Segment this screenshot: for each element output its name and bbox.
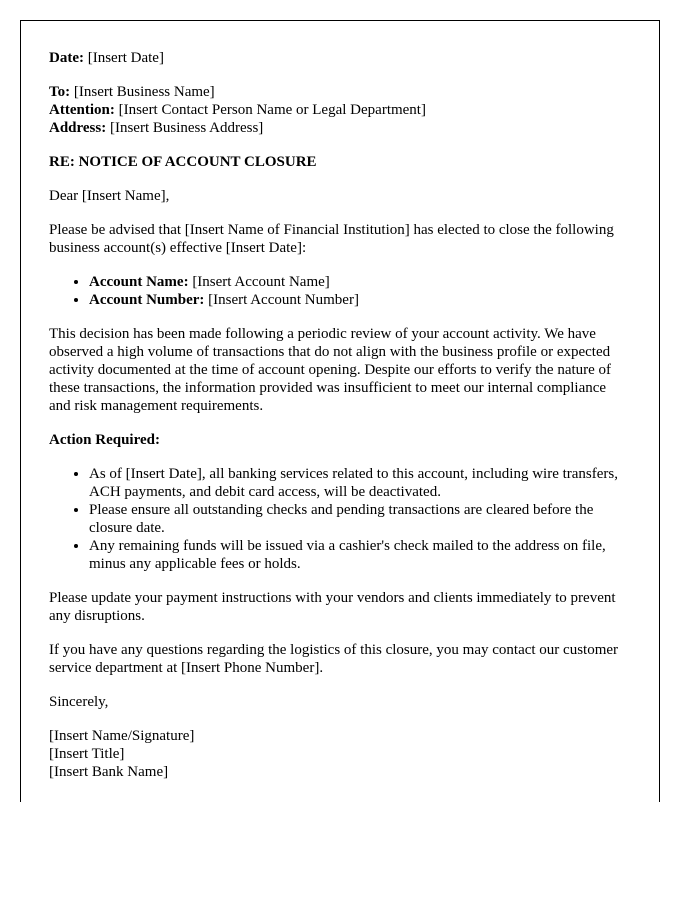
address-label: Address: — [49, 120, 107, 136]
account-name-value: [Insert Account Name] — [192, 274, 330, 290]
date-label: Date: — [49, 50, 84, 66]
update-paragraph: Please update your payment instructions with your vendors and clients immediately to prevent any disruptions. — [49, 590, 616, 624]
letter-document — [20, 20, 660, 802]
account-number-value: [Insert Account Number] — [208, 292, 359, 308]
to-value: [Insert Business Name] — [73, 84, 215, 100]
intro-paragraph: Please be advised that [Insert Name of Financial Institution] has elected to close the following business account(s) effective [Insert Date]: — [49, 222, 614, 256]
action-items-list — [49, 465, 631, 573]
account-name-label: Account Name: — [89, 274, 189, 290]
date-line — [49, 49, 631, 67]
to-line — [49, 83, 631, 101]
address-value: [Insert Business Address] — [109, 120, 264, 136]
action-item: • As of [Insert Date], all banking services related to this account, including wire transfers, ACH payments, and debit card access, will be deactivated. — [89, 465, 631, 501]
action-item: • Please ensure all outstanding checks and pending transactions are cleared before the closure date. — [89, 501, 631, 537]
salutation: Dear [Insert Name], — [49, 188, 170, 204]
to-label: To: — [49, 84, 71, 100]
closing: Sincerely, — [49, 694, 109, 710]
subject-line: RE: NOTICE OF ACCOUNT CLOSURE — [49, 154, 317, 170]
date-value: [Insert Date] — [87, 50, 164, 66]
attention-value: [Insert Contact Person Name or Legal Department] — [118, 102, 426, 118]
account-number-label: Account Number: — [89, 292, 205, 308]
contact-paragraph: If you have any questions regarding the logistics of this closure, you may contact our customer service department at [Insert Phone Number]. — [49, 642, 619, 676]
signature-name: [Insert Name/Signature] — [49, 728, 195, 744]
account-name-item — [89, 273, 631, 291]
account-number-item — [89, 291, 631, 309]
account-details-list — [49, 273, 631, 309]
action-required-heading: Action Required: — [49, 432, 160, 448]
signature-title: [Insert Title] — [49, 746, 125, 762]
decision-paragraph: This decision has been made following a periodic review of your account activity. We have observed a high volume of transactions that do not align with the business profile or expected activity documented at the time of account opening. Despite our efforts to verify the nature of these transactions, the information provided was insufficient to meet our internal compliance and risk management requirements. — [49, 326, 612, 414]
address-line — [49, 119, 631, 137]
attention-label: Attention: — [49, 102, 115, 118]
action-item: • Any remaining funds will be issued via a cashier's check mailed to the address on file, minus any applicable fees or holds. — [89, 537, 631, 573]
attention-line — [49, 101, 631, 119]
signature-bank: [Insert Bank Name] — [49, 764, 169, 780]
